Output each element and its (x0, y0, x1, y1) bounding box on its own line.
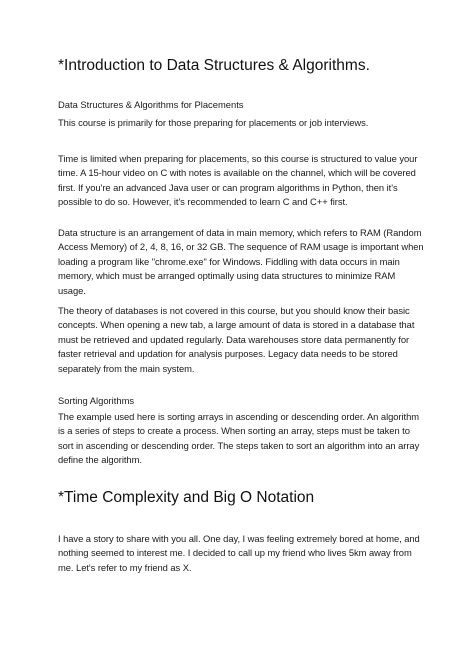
paragraph-databases: The theory of databases is not covered in this course, but you should know their basic concepts. When opening a new tab, a large amount of data is stored in a database that must be retrieved and updated regularly. Data warehouses store data permanently for faster retrieval and updation for analysis purposes. Legacy data needs to be stored separately from the main system. (58, 305, 415, 374)
section-heading-time-complexity: *Time Complexity and Big O Notation (58, 489, 315, 506)
paragraph-time: Time is limited when preparing for placements, so this course is structured to value your time. A 15-hour video on C with notes is available on the channel, which will be covered first. If you're an advanced Java user or can program algorithms in Python, then it's possible to do so. However, it's recommended to learn C and C++ first. (58, 153, 418, 208)
subheading-placements: Data Structures & Algorithms for Placements (58, 99, 244, 110)
subheading-sorting-algorithms: Sorting Algorithms (58, 395, 135, 406)
section-heading-introduction: *Introduction to Data Structures & Algorithms. (58, 57, 370, 74)
paragraph-intro: This course is primarily for those preparing for placements or job interviews. (58, 117, 369, 128)
paragraph-data-structure: Data structure is an arrangement of data in main memory, which refers to RAM (Random Access Memory) of 2, 4, 8, 16, or 32 GB. The sequence of RAM usage is important when loading a program like "chrome.exe" for Windows. Fiddling with data occurs in main memory, which must be arranged optimally using data structures to minimize RAM usage. (58, 227, 424, 296)
paragraph-sorting: The example used here is sorting arrays in ascending or descending order. An algorithm is a series of steps to create a process. When sorting an array, steps must be taken to sort in ascending or descending order. The steps taken to sort an algorithm into an array define the algorithm. (58, 411, 420, 466)
paragraph-story: I have a story to share with you all. One day, I was feeling extremely bored at home, and nothing seemed to interest me. I decided to call up my friend who lives 5km away from me. Let's refer to my friend as X. (58, 533, 420, 573)
